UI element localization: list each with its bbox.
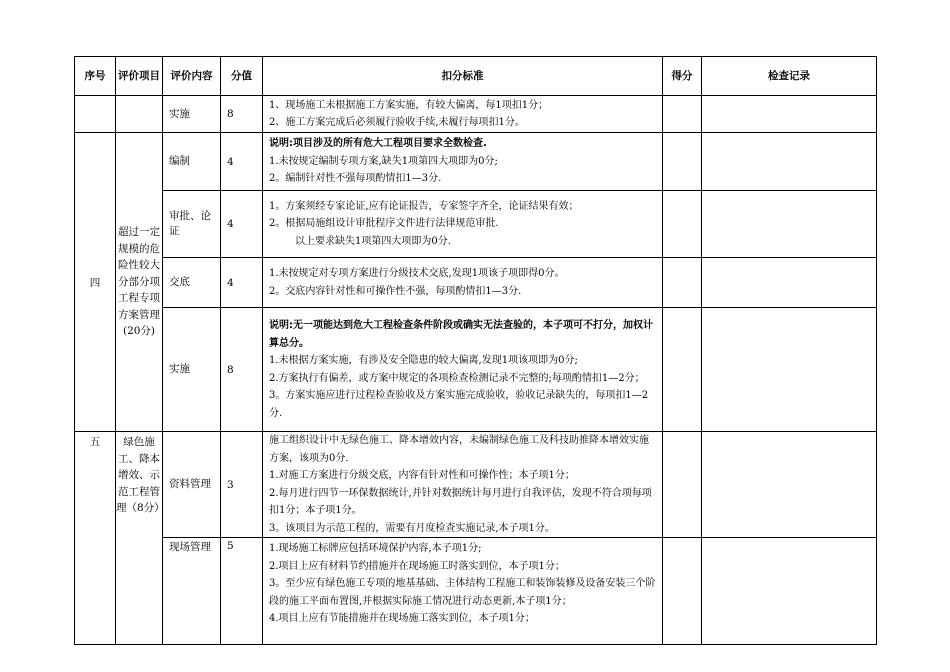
section-item: 超过一定规模的危险性较大分部分项工程专项方案管理(20分) bbox=[116, 133, 163, 432]
criteria-line: 1.未按规定编制专项方案,缺失1项第四大项即为0分; bbox=[269, 155, 498, 167]
score-cell: 4 bbox=[221, 133, 263, 191]
score-cell: 8 bbox=[221, 96, 263, 133]
criteria-cell bbox=[263, 308, 663, 432]
content-cell: 审批、论证 bbox=[163, 191, 221, 258]
record-cell bbox=[702, 432, 877, 538]
criteria-line: 2。编制针对性不强每项酌情扣1—3分. bbox=[269, 173, 442, 185]
section-number: 四 bbox=[75, 133, 116, 432]
criteria-cell bbox=[263, 96, 663, 133]
criteria-line: 1.对施工方案进行分级交底，内容有针对性和可操作性；本子项1分； bbox=[269, 470, 575, 481]
got-cell bbox=[663, 432, 702, 538]
header-no: 序号 bbox=[75, 57, 116, 96]
table-row bbox=[75, 96, 877, 133]
record-cell bbox=[702, 191, 877, 258]
got-cell bbox=[663, 258, 702, 308]
got-cell bbox=[663, 308, 702, 432]
criteria-line: 2.项目上应有材料节约措施并在现场施工时落实到位，本子项1分； bbox=[269, 560, 565, 572]
record-cell bbox=[702, 96, 877, 133]
score-cell: 3 bbox=[221, 432, 263, 538]
header-criteria: 扣分标准 bbox=[263, 57, 663, 96]
evaluation-table bbox=[74, 56, 877, 645]
content-cell: 交底 bbox=[163, 258, 221, 308]
content-cell: 编制 bbox=[163, 133, 221, 191]
table-row bbox=[75, 133, 877, 191]
content-cell: 现场管理 bbox=[163, 538, 221, 645]
criteria-line: 4.项目上应有节能措施并在现场施工落实到位，本子项1分； bbox=[269, 613, 535, 624]
criteria-line: 2.每月进行四节一环保数据统计,并针对数据统计每月进行自我评估，发现不符合项每项扣1分；本子项1分。 bbox=[269, 487, 652, 516]
no-cell bbox=[75, 96, 116, 133]
record-cell bbox=[702, 308, 877, 432]
table-row bbox=[75, 258, 877, 308]
header-content: 评价内容 bbox=[163, 57, 221, 96]
criteria-line: 2.方案执行有偏差，或方案中规定的各项检查检测记录不完整的;每项酌情扣1—2分； bbox=[269, 372, 645, 384]
criteria-line: 1.现场施工标牌应包括环境保护内容,本子项1分; bbox=[269, 543, 482, 554]
criteria-line: 施工组织设计中无绿色施工、降本增效内容，未编制绿色施工及科技助推降本增效实施方案，该项为0分. bbox=[269, 435, 649, 464]
table-row bbox=[75, 432, 877, 538]
record-cell bbox=[702, 133, 877, 191]
table-row bbox=[75, 191, 877, 258]
criteria-line: 1.未按规定对专项方案进行分级技术交底,发现1项该子项即得0分。 bbox=[269, 268, 565, 279]
criteria-line: 3。该项目为示范工程的，需要有月度检查实施记录,本子项1分。 bbox=[269, 522, 555, 534]
got-cell bbox=[663, 96, 702, 133]
header-record: 检查记录 bbox=[702, 57, 877, 96]
criteria-line: 2。交底内容针对性和可操作性不强，每项酌情扣1—3分. bbox=[269, 285, 522, 297]
score-cell: 5 bbox=[221, 538, 263, 645]
criteria-line: 2。根据局施组设计审批程序文件进行法律规范审批. bbox=[269, 218, 499, 230]
criteria-cell bbox=[263, 538, 663, 645]
content-cell: 资料管理 bbox=[163, 432, 221, 538]
table-row bbox=[75, 308, 877, 432]
criteria-line: 1。方案须经专家论证,应有论证报告，专家签字齐全，论证结果有效； bbox=[269, 200, 579, 212]
content-cell: 实施 bbox=[163, 96, 221, 133]
record-cell bbox=[702, 258, 877, 308]
criteria-line: 3。方案实施应进行过程检查验收及方案实施完成验收，验收记录缺失的，每项扣1—2分. bbox=[269, 390, 649, 419]
header-item: 评价项目 bbox=[116, 57, 163, 96]
criteria-line: 1、现场施工未根据施工方案实施，有较大偏离，每1项扣1分； bbox=[269, 99, 549, 111]
score-cell: 4 bbox=[221, 191, 263, 258]
table-row bbox=[75, 538, 877, 645]
criteria-cell bbox=[263, 258, 663, 308]
criteria-line: 3。至少应有绿色施工专项的地基基础、主体结构工程施工和装饰装修及设备安装三个阶段的施工平面布置图,并根据实际施工情况进行动态更新,本子项1分； bbox=[269, 578, 656, 607]
header-got: 得分 bbox=[663, 57, 702, 96]
item-cell bbox=[116, 96, 163, 133]
section-number: 五 bbox=[75, 432, 116, 645]
criteria-note: 说明:无一项能达到危大工程检查条件阶段或确实无法查验的，本子项可不打分，加权计算总分。 bbox=[269, 320, 653, 349]
criteria-cell bbox=[263, 432, 663, 538]
got-cell bbox=[663, 538, 702, 645]
got-cell bbox=[663, 133, 702, 191]
score-cell: 8 bbox=[221, 308, 263, 432]
header-row bbox=[75, 57, 877, 96]
criteria-line: 1.未根据方案实施，有涉及安全隐患的较大偏离,发现1项该项即为0分; bbox=[269, 355, 578, 366]
criteria-cell bbox=[263, 191, 663, 258]
record-cell bbox=[702, 538, 877, 645]
criteria-cell bbox=[263, 133, 663, 191]
header-score: 分值 bbox=[221, 57, 263, 96]
criteria-line: 2、施工方案完成后必须履行验收手续,未履行每项扣1分。 bbox=[269, 117, 525, 128]
criteria-note: 说明:项目涉及的所有危大工程项目要求全数检查. bbox=[269, 138, 487, 150]
section-item: 绿色施工、降本增效、示范工程管理（8分） bbox=[116, 432, 163, 645]
score-cell: 4 bbox=[221, 258, 263, 308]
criteria-line: 以上要求缺失1项第四大项即为0分. bbox=[295, 235, 451, 247]
got-cell bbox=[663, 191, 702, 258]
content-cell: 实施 bbox=[163, 308, 221, 432]
